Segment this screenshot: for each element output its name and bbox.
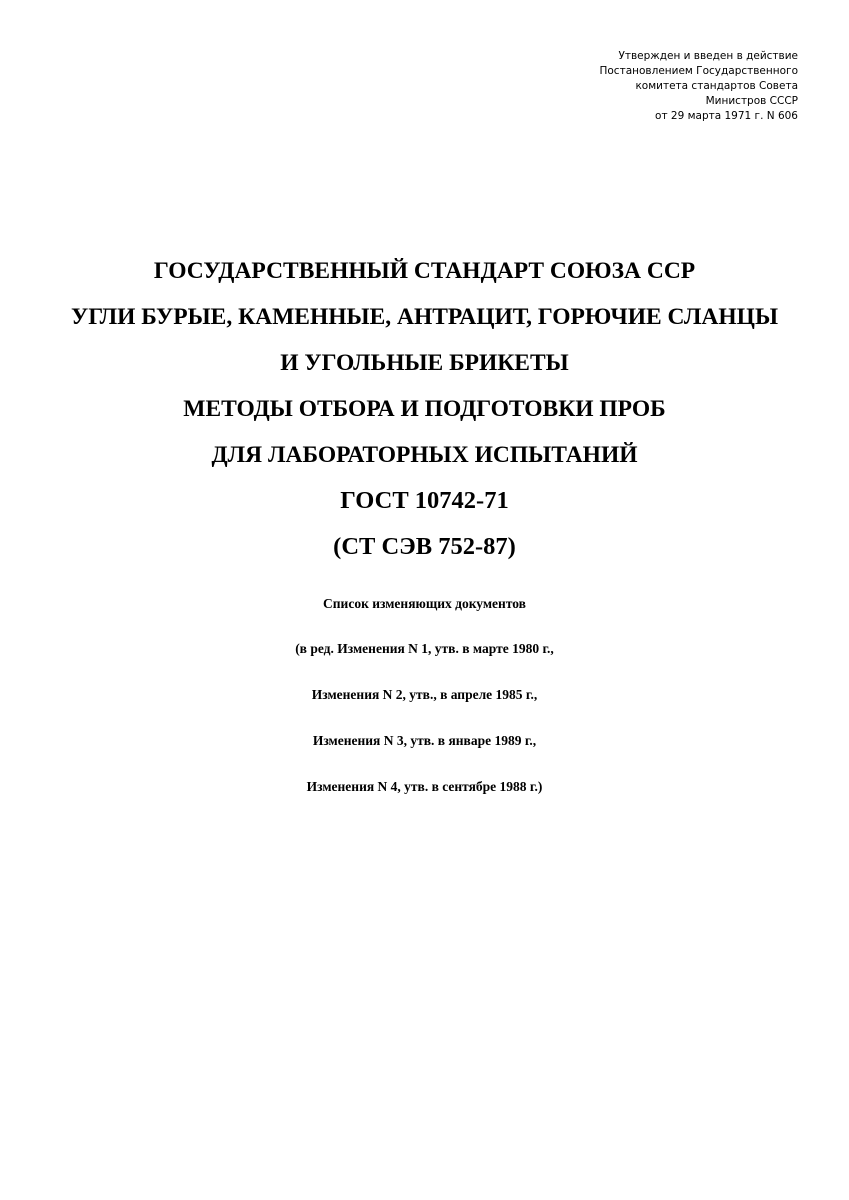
- title-line: И УГОЛЬНЫЕ БРИКЕТЫ: [280, 350, 569, 376]
- title-line: ДЛЯ ЛАБОРАТОРНЫХ ИСПЫТАНИЙ: [211, 442, 638, 468]
- document-title: [0, 248, 849, 570]
- amendment-item: Изменения N 4, утв. в сентябре 1988 г.): [306, 779, 543, 794]
- approval-line: Постановлением Государственного: [599, 65, 798, 77]
- amendment-item: Изменения N 2, утв., в апреле 1985 г.,: [311, 687, 538, 702]
- approval-line: комитета стандартов Совета: [635, 80, 798, 92]
- standard-code: ГОСТ 10742-71: [340, 487, 509, 514]
- amendment-item: Изменения N 3, утв. в январе 1989 г.,: [312, 733, 537, 748]
- approval-line: от 29 марта 1971 г. N 606: [655, 110, 798, 122]
- amendment-item: (в ред. Изменения N 1, утв. в марте 1980 г.,: [295, 641, 554, 656]
- title-line: ГОСУДАРСТВЕННЫЙ СТАНДАРТ СОЮЗА ССР: [153, 258, 696, 284]
- approval-line: Министров СССР: [705, 95, 798, 107]
- approval-line: Утвержден и введен в действие: [618, 50, 798, 62]
- approval-note: [498, 49, 798, 124]
- cmea-standard-code: (СТ СЭВ 752-87): [333, 533, 516, 560]
- amendments-heading: Список изменяющих документов: [323, 596, 526, 611]
- amendments-list: [0, 594, 849, 823]
- title-line: МЕТОДЫ ОТБОРА И ПОДГОТОВКИ ПРОБ: [183, 396, 666, 422]
- title-line: УГЛИ БУРЫЕ, КАМЕННЫЕ, АНТРАЦИТ, ГОРЮЧИЕ СЛАНЦЫ: [70, 304, 779, 330]
